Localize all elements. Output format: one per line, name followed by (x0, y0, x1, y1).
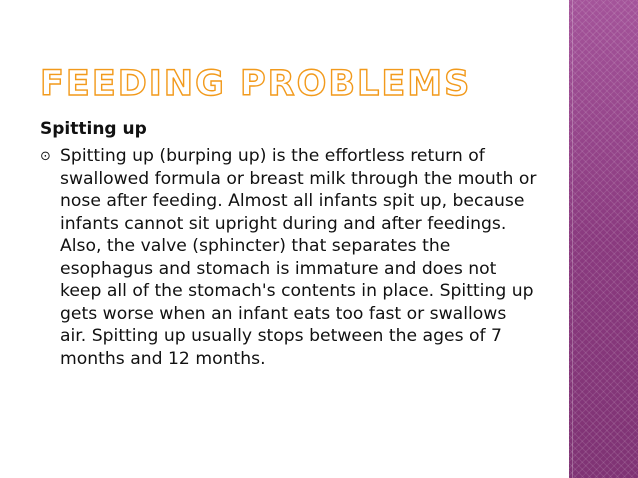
slide-content (40, 118, 540, 370)
decorative-side-band (569, 0, 638, 478)
subheading: Spitting up (40, 119, 147, 139)
side-band-accent-line (572, 0, 573, 478)
circle-bullet-icon: ⊙ (40, 149, 51, 164)
bullet-text: Spitting up (burping up) is the effortless return of swallowed formula or breast milk through the mouth or nose after feeding. Almost all infants spit up, because infants cannot sit upright during and after feedings. Also, the valve (sphincter) that separates the esophagus and stomach is immature and does not keep all of the stomach's contents in place. Spitting up gets worse when an infant eats too fast or swallows air. Spitting up usually stops between the ages of 7 months and 12 months. (60, 146, 537, 369)
slide-title: FEEDING PROBLEMS (40, 64, 472, 104)
bullet-item (40, 145, 540, 370)
